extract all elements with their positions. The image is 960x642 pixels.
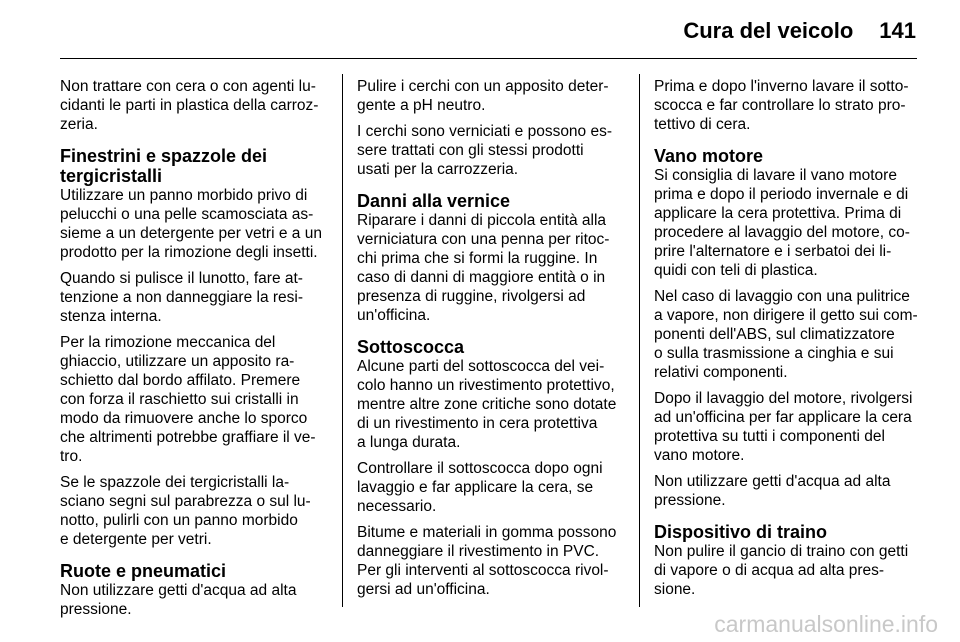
body-paragraph: I cerchi sono verniciati e possono es- sere trattati con gli stessi prodotti usati per la carrozzeria. [357, 123, 613, 178]
body-paragraph: Quando si pulisce il lunotto, fare at- tenzione a non danneggiare la resi- stenza interna. [60, 270, 304, 325]
body-paragraph: Utilizzare un panno morbido privo di pelucchi o una pelle scamosciata as- sieme a un detergente per vetri e a un prodotto per la rimozione degli insetti. [60, 187, 322, 261]
body-paragraph: Si consiglia di lavare il vano motore prima e dopo il periodo invernale e di applicare la cera protettiva. Prima di procedere al lavaggio del motore, co- prire l'alternatore e i serbatoi dei li- quidi con teli di plastica. [654, 167, 910, 279]
page-header [683, 18, 916, 44]
body-paragraph: Alcune parti del sottoscocca del vei- colo hanno un rivestimento protettivo, mentre altre zone critiche sono dotate di un rivestimento in cera protettiva a lunga durata. [357, 358, 617, 451]
body-paragraph: Per la rimozione meccanica del ghiaccio, utilizzare un apposito ra- schietto dal bordo affilato. Premere con forza il raschietto sui cristalli in modo da rimuovere anche lo sporco che altrimenti potrebbe graffiare il ve- tro. [60, 334, 316, 465]
section-heading: Dispositivo di traino [654, 522, 828, 542]
body-paragraph: Dopo il lavaggio del motore, rivolgersi ad un'officina per far applicare la cera protettiva su tutti i componenti del vano motore. [654, 390, 913, 464]
body-paragraph: Non pulire il gancio di traino con getti di vapore o di acqua ad alta pres- sione. [654, 543, 909, 598]
body-paragraph: Nel caso di lavaggio con una pulitrice a vapore, non dirigere il getto sui com- ponenti dell'ABS, sul climatizzatore o sulla trasmissione a cinghia e sui relativi componenti. [654, 288, 918, 381]
section [357, 191, 625, 325]
section [654, 146, 922, 510]
body-paragraph: Bitume e materiali in gomma possono danneggiare il rivestimento in PVC. Per gli interventi al sottoscocca rivol- gersi ad un'officina. [357, 524, 617, 598]
section [654, 77, 922, 134]
section [654, 522, 922, 599]
section-heading: Sottoscocca [357, 337, 465, 357]
watermark: carmanualsonline.info [714, 611, 938, 637]
body-paragraph: Non trattare con cera o con agenti lu- cidanti le parti in plastica della carroz- zeria. [60, 78, 319, 133]
section [357, 77, 625, 179]
section [357, 337, 625, 599]
text-column-1 [60, 77, 328, 626]
section-heading: Ruote e pneumatici [60, 561, 227, 581]
body-paragraph: Riparare i danni di piccola entità alla verniciatura con una penna per ritoc- chi prima che si formi la ruggine. In caso di danni di maggiore entità o in presenza di ruggine, rivolgersi ad un'officina. [357, 212, 610, 324]
body-paragraph: Controllare il sottoscocca dopo ogni lavaggio e far applicare la cera, se necessario. [357, 460, 603, 515]
section-heading: Danni alla vernice [357, 191, 511, 211]
section-title: Cura del veicolo [683, 18, 854, 43]
section [60, 77, 328, 134]
section [60, 561, 328, 619]
text-column-2 [357, 77, 625, 606]
section-heading: Vano motore [654, 146, 764, 166]
page-number: 141 [879, 18, 916, 43]
column-divider [639, 74, 640, 607]
body-paragraph: Non utilizzare getti d'acqua ad alta pressione. [60, 582, 297, 618]
body-paragraph: Pulire i cerchi con un apposito deter- gente a pH neutro. [357, 78, 609, 114]
text-column-3 [654, 77, 922, 606]
section [60, 146, 328, 549]
body-paragraph: Non utilizzare getti d'acqua ad alta pressione. [654, 473, 891, 509]
section-heading: Finestrini e spazzole dei tergicristalli [60, 146, 268, 186]
column-divider [342, 74, 343, 607]
body-paragraph: Prima e dopo l'inverno lavare il sotto- scocca e far controllare lo strato pro- tettivo di cera. [654, 78, 909, 133]
header-rule [60, 58, 917, 59]
body-paragraph: Se le spazzole dei tergicristalli la- sciano segni sul parabrezza o sul lu- notto, pulirli con un panno morbido e detergente per vetri. [60, 474, 311, 548]
